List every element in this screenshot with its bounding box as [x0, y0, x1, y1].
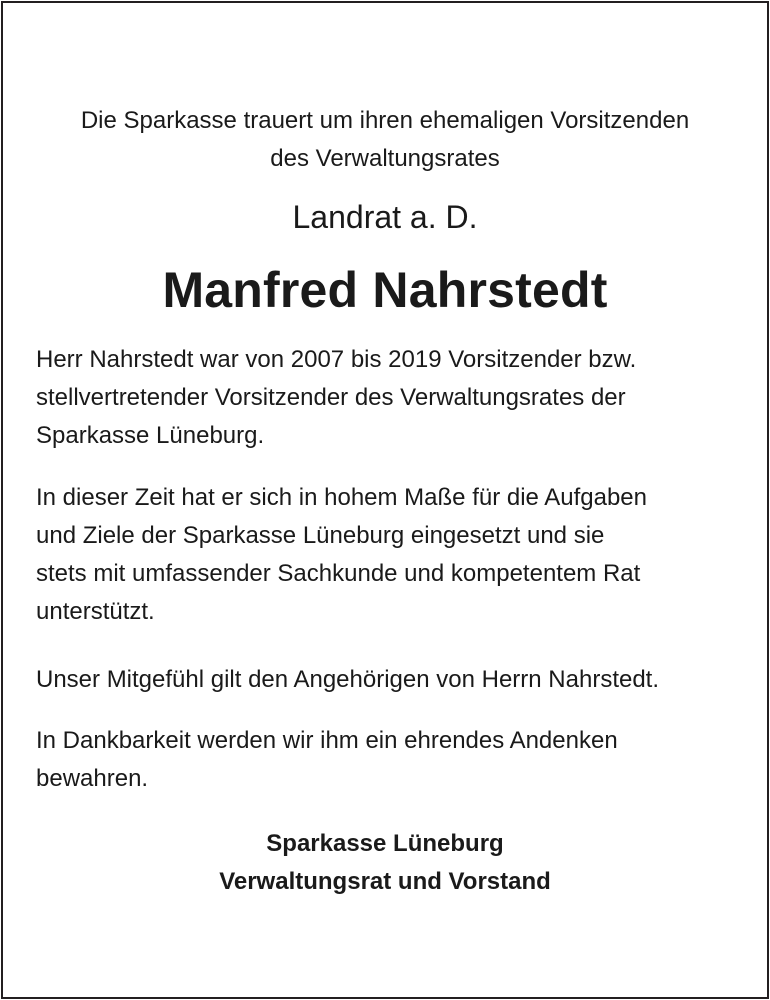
intro-text — [0, 102, 770, 178]
paragraph-gratitude — [36, 722, 736, 798]
paragraph-line: bewahren. — [36, 765, 149, 792]
paragraph-condolence — [36, 661, 736, 699]
paragraph-tenure — [36, 341, 736, 455]
paragraph-line: stets mit umfassender Sachkunde und kompetentem Rat — [36, 560, 641, 587]
signature-bodies: Verwaltungsrat und Vorstand — [219, 868, 551, 895]
paragraph-line: unterstützt. — [36, 598, 155, 625]
intro-line: Die Sparkasse trauert um ihren ehemaligen Vorsitzenden — [80, 107, 690, 134]
deceased-name: Manfred Nahrstedt — [162, 262, 608, 318]
signature-block — [0, 825, 770, 901]
paragraph-line: Herr Nahrstedt war von 2007 bis 2019 Vorsitzender bzw. — [36, 346, 637, 373]
paragraph-line: Sparkasse Lüneburg. — [36, 422, 265, 449]
paragraph-line: Unser Mitgefühl gilt den Angehörigen von Herrn Nahrstedt. — [36, 666, 660, 693]
honorific-title: Landrat a. D. — [292, 199, 478, 235]
paragraph-line: stellvertretender Vorsitzender des Verwaltungsrates der — [36, 384, 626, 411]
signature-organization: Sparkasse Lüneburg — [266, 830, 504, 857]
intro-line: des Verwaltungsrates — [270, 145, 500, 172]
paragraph-commitment — [36, 479, 736, 631]
paragraph-line: In dieser Zeit hat er sich in hohem Maße für die Aufgaben — [36, 484, 648, 511]
paragraph-line: In Dankbarkeit werden wir ihm ein ehrendes Andenken — [36, 727, 618, 754]
paragraph-line: und Ziele der Sparkasse Lüneburg eingesetzt und sie — [36, 522, 605, 549]
